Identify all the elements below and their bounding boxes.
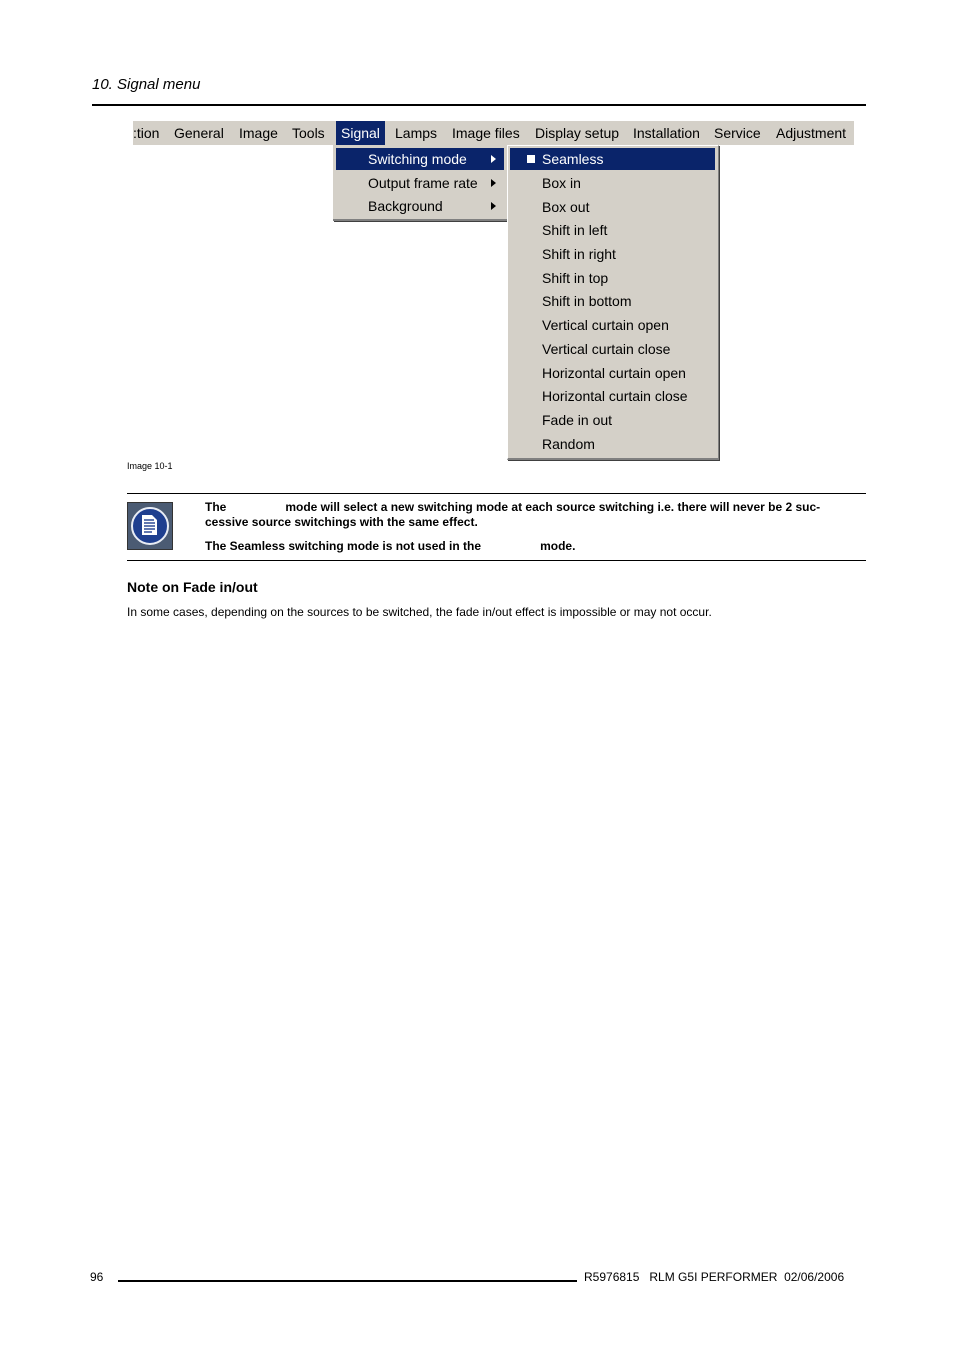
footer-rule bbox=[118, 1280, 577, 1282]
submenu-item-label: Switching mode bbox=[368, 151, 467, 167]
note-line-1-rest: mode will select a new switching mode at each source switching i.e. there will never be 2 suc- bbox=[285, 500, 821, 514]
menu-item-signal[interactable]: Signal bbox=[336, 121, 385, 145]
switching-option-random[interactable] bbox=[510, 433, 715, 455]
menu-item-installation[interactable]: Installation bbox=[633, 125, 700, 141]
switching-option-label: Shift in left bbox=[542, 222, 608, 238]
switching-option-vertical-curtain-close[interactable] bbox=[510, 338, 715, 360]
switching-option-label: Box out bbox=[542, 199, 590, 215]
chevron-right-icon bbox=[491, 202, 496, 210]
switching-option-label: Random bbox=[542, 436, 595, 452]
note-line-1 bbox=[205, 500, 866, 515]
section-body: In some cases, depending on the sources to be switched, the fade in/out effect is impossible or may not occur. bbox=[127, 605, 712, 619]
note-line-1-start: The bbox=[205, 500, 227, 514]
page-number: 96 bbox=[90, 1270, 104, 1284]
switching-option-label: Vertical curtain close bbox=[542, 341, 671, 357]
switching-option-label: Fade in out bbox=[542, 412, 613, 428]
note-bottom-rule bbox=[127, 560, 866, 561]
signal-submenu bbox=[333, 145, 508, 221]
switching-option-label: Shift in bottom bbox=[542, 293, 632, 309]
submenu-item-label: Background bbox=[368, 198, 443, 214]
switching-option-label: Vertical curtain open bbox=[542, 317, 669, 333]
switching-option-seamless[interactable] bbox=[510, 148, 715, 170]
submenu-item-output-frame-rate[interactable] bbox=[336, 172, 504, 194]
note-top-rule bbox=[127, 493, 866, 494]
switching-option-box-in[interactable] bbox=[510, 172, 715, 194]
menu-item-lamps[interactable]: Lamps bbox=[395, 125, 438, 141]
switching-option-shift-in-top[interactable] bbox=[510, 267, 715, 289]
menu-item-tools[interactable]: Tools bbox=[292, 125, 325, 141]
switching-option-shift-in-left[interactable] bbox=[510, 219, 715, 241]
menu-item-image[interactable]: Image bbox=[239, 125, 278, 141]
switching-option-vertical-curtain-open[interactable] bbox=[510, 314, 715, 336]
radio-bullet-icon bbox=[527, 155, 535, 163]
chapter-title: 10. Signal menu bbox=[92, 76, 201, 93]
menu-item-action[interactable]: :tion bbox=[133, 125, 160, 141]
note-line-2: cessive source switchings with the same effect. bbox=[205, 515, 478, 529]
menu-item-display-setup[interactable]: Display setup bbox=[535, 125, 620, 141]
switching-option-shift-in-right[interactable] bbox=[510, 243, 715, 265]
menu-item-adjustment[interactable]: Adjustment bbox=[776, 125, 847, 141]
switching-option-horizontal-curtain-close[interactable] bbox=[510, 385, 715, 407]
section-heading: Note on Fade in/out bbox=[127, 579, 258, 595]
menu-item-general[interactable]: General bbox=[174, 125, 224, 141]
menu-item-image-files[interactable]: Image files bbox=[452, 125, 520, 141]
submenu-item-background[interactable] bbox=[336, 195, 504, 217]
footer-document-id: R5976815 RLM G5I PERFORMER 02/06/2006 bbox=[584, 1270, 845, 1284]
note-line-3-end: mode. bbox=[540, 539, 576, 553]
note-line-3 bbox=[205, 539, 866, 554]
document-note-icon bbox=[127, 502, 173, 550]
header-rule bbox=[92, 104, 866, 106]
switching-mode-submenu bbox=[507, 145, 719, 460]
switching-option-horizontal-curtain-open[interactable] bbox=[510, 362, 715, 384]
menu-item-service[interactable]: Service bbox=[714, 125, 761, 141]
switching-option-label: Shift in right bbox=[542, 246, 616, 262]
switching-option-box-out[interactable] bbox=[510, 196, 715, 218]
image-caption: Image 10-1 bbox=[127, 461, 173, 471]
menubar bbox=[133, 121, 854, 145]
switching-option-label: Horizontal curtain open bbox=[542, 365, 686, 381]
switching-option-label: Box in bbox=[542, 175, 581, 191]
chevron-right-icon bbox=[491, 179, 496, 187]
switching-option-label: Horizontal curtain close bbox=[542, 388, 688, 404]
switching-option-label: Shift in top bbox=[542, 270, 609, 286]
submenu-item-label: Output frame rate bbox=[368, 175, 478, 191]
chevron-right-icon bbox=[491, 155, 496, 163]
switching-option-fade-in-out[interactable] bbox=[510, 409, 715, 431]
submenu-item-switching-mode[interactable] bbox=[336, 148, 504, 170]
note-line-3-start: The Seamless switching mode is not used in the bbox=[205, 539, 482, 553]
switching-option-shift-in-bottom[interactable] bbox=[510, 290, 715, 312]
switching-option-label: Seamless bbox=[542, 151, 604, 167]
